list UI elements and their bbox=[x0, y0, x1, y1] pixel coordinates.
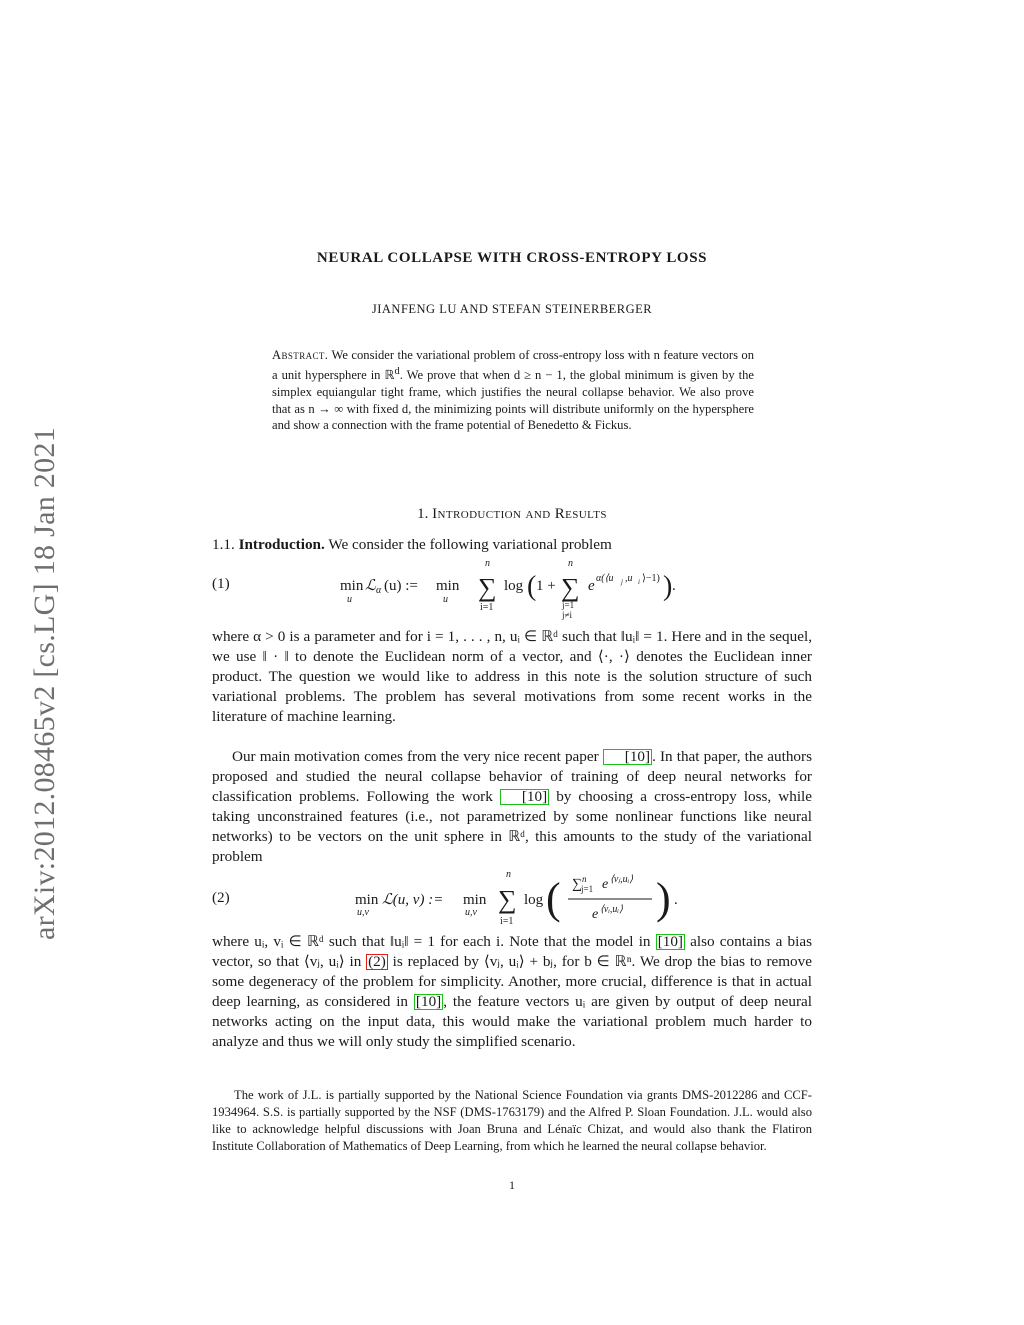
eq1-lparen: ( bbox=[527, 571, 537, 602]
subsection-intro bbox=[212, 535, 812, 555]
eq1-log: log bbox=[504, 578, 524, 594]
paragraph-3-text-2: also contains a bias vector, so that ⟨vⱼ, uᵢ⟩ in bbox=[212, 933, 812, 970]
eq1-min2: min bbox=[436, 578, 460, 594]
arxiv-side-stamp: arXiv:2012.08465v2 [cs.LG] 18 Jan 2021 bbox=[28, 427, 61, 940]
citation-10-link[interactable]: [10] bbox=[415, 993, 442, 1010]
eq1-lhs-sub: α bbox=[376, 585, 382, 596]
eq2-num-sum-sub: j=1 bbox=[581, 884, 594, 894]
eq2-min2-sub: u,v bbox=[465, 907, 477, 918]
equation-2-formula bbox=[322, 864, 762, 930]
eq2-lhs: ℒ(u, v) := bbox=[382, 892, 444, 908]
eq2-end: . bbox=[674, 892, 678, 908]
eq2-den-exp: e bbox=[592, 907, 599, 922]
abstract-text-1: We consider the variational problem of cross-entropy loss with n feature vectors on a unit hypersphere in ℝ bbox=[272, 348, 754, 382]
subsection-number: 1.1. bbox=[212, 536, 235, 553]
citation-10-link[interactable]: [10] bbox=[603, 749, 652, 765]
eq1-inner-bottom-2: j≠i bbox=[562, 610, 572, 620]
eq1-inner-sum-sign: ∑ bbox=[561, 573, 580, 602]
section-title: Introduction and Results bbox=[432, 506, 607, 522]
eq1-exp-base: e bbox=[588, 578, 595, 594]
eq1-one-plus: 1 + bbox=[536, 578, 556, 594]
paragraph-3 bbox=[212, 932, 812, 1052]
eq2-num-sum: ∑ bbox=[572, 877, 582, 892]
eq2-sum-top: n bbox=[506, 869, 511, 880]
eq2-min-sub: u,v bbox=[357, 907, 369, 918]
eq2-sum-sign: ∑ bbox=[498, 885, 517, 914]
equation-1-number: (1) bbox=[212, 575, 230, 592]
eq1-exp-sub-j: j bbox=[621, 578, 623, 586]
eq1-lhs: ℒ bbox=[365, 578, 376, 594]
paragraph-3-text-4: , the feature vectors uᵢ are given by output of deep neural networks acting on the input data, this would make the variational problem much harder to analyze and thus we will only study the simplified scenario. bbox=[212, 993, 812, 1050]
eq1-min-sub: u bbox=[347, 594, 352, 605]
paper-authors: JIANFENG LU AND STEFAN STEINERBERGER bbox=[371, 302, 653, 316]
eq1-sum-top: n bbox=[485, 558, 490, 569]
citation-10-link[interactable]: [10] bbox=[657, 933, 683, 950]
eq1-sum-sign: ∑ bbox=[478, 573, 497, 602]
eq2-log: log bbox=[524, 892, 544, 908]
abstract-text-2: . We prove that when d ≥ n − 1, the global minimum is given by the simplex equiangular tight frame, which justifies the neural collapse behavior. We also prove that as n → ∞ with fixed d, the minimizing points will distribute uniformly on the hypersphere and show a connection with the frame potential of Benedetto & Fickus. bbox=[272, 367, 754, 433]
paragraph-1: where α > 0 is a parameter and for i = 1, . . . , n, uᵢ ∈ ℝᵈ such that ‖uᵢ‖ = 1. Here and in the sequel, we use ‖ · ‖ to denote the Euclidean norm of a vector, and ⟨·, ·⟩ denotes the Euclidean inner product. The question we would like to address in this note is the solution structure of such variational problems. The problem has several motivations from some recent works in the literature of machine learning. bbox=[212, 628, 812, 725]
eq1-sum-bottom: i=1 bbox=[480, 602, 494, 613]
funding-footnote: The work of J.L. is partially supported by the National Science Foundation via grants DMS-2012286 and CCF-1934964. S.S. is partially supported by the NSF (DMS-1763179) and the Alfred P. Sloan Foundation. J.L. would also like to acknowledge helpful discussions with Joan Bruna and Lénaïc Chizat, and would also thank the Flatiron Institute Collaboration of Mathematics of Deep Learning, from which he learned the neural collapse behavior. bbox=[212, 1088, 812, 1153]
eq1-exp-mid: ,u bbox=[625, 573, 633, 584]
paragraph-2-text-2: . In that paper, the authors proposed and studied the neural collapse behavior of training of deep neural networks for classification problems. Following the work bbox=[212, 748, 812, 805]
paragraph-3-text-3: is replaced by ⟨vⱼ, uᵢ⟩ + bⱼ, for b ∈ ℝⁿ. We drop the bias to remove some degeneracy of the problem for simplicity. Another, more crucial, difference is that in actual deep learning, as considered in bbox=[212, 953, 812, 1010]
eq2-num-exp-sup: ⟨vⱼ,uᵢ⟩ bbox=[610, 874, 634, 885]
abstract bbox=[272, 347, 754, 434]
eq1-exp-sub-i: i bbox=[638, 578, 640, 586]
subsection-lead: We consider the following variational problem bbox=[328, 536, 612, 553]
eq2-lparen: ( bbox=[546, 874, 561, 923]
eq2-num-sum-top: n bbox=[582, 874, 587, 884]
eq1-lhs-arg: (u) := bbox=[384, 578, 418, 594]
paragraph-2 bbox=[212, 747, 812, 867]
citation-10-link[interactable]: [10] bbox=[500, 789, 549, 805]
eq1-inner-bottom-1: j=1 bbox=[562, 600, 575, 610]
eq1-inner-top: n bbox=[568, 558, 573, 569]
eq2-num-exp: e bbox=[602, 877, 609, 892]
page-number: 1 bbox=[509, 1178, 515, 1192]
section-number: 1. bbox=[417, 506, 429, 522]
equation-2 bbox=[212, 864, 812, 927]
paper-title: NEURAL COLLAPSE WITH CROSS-ENTROPY LOSS bbox=[316, 250, 708, 266]
eq1-rparen: ) bbox=[663, 571, 673, 602]
equation-1 bbox=[212, 556, 812, 620]
eq2-den-exp-sup: ⟨vᵢ,uᵢ⟩ bbox=[600, 904, 623, 915]
eq2-sum-bottom: i=1 bbox=[500, 916, 514, 927]
eq1-min2-sub: u bbox=[443, 594, 448, 605]
eq1-end: . bbox=[672, 578, 676, 594]
paragraph-3-text-1: where uᵢ, vᵢ ∈ ℝᵈ such that ‖uᵢ‖ = 1 for each i. Note that the model in bbox=[212, 933, 656, 950]
section-heading bbox=[150, 506, 874, 523]
eq2-min: min bbox=[355, 892, 379, 908]
subsection-title: Introduction. bbox=[238, 536, 325, 553]
eq1-exponent: α(⟨u bbox=[596, 573, 614, 584]
equation-2-ref-link[interactable]: (2) bbox=[368, 953, 386, 970]
eq1-min: min bbox=[340, 578, 364, 594]
abstract-label: Abstract. bbox=[272, 348, 329, 362]
equation-1-formula bbox=[322, 556, 742, 620]
equation-2-number: (2) bbox=[212, 889, 230, 906]
paragraph-2-text-1: Our main motivation comes from the very nice recent paper bbox=[232, 748, 603, 765]
paragraph-2-text-3: by choosing a cross-entropy loss, while taking unconstrained features (i.e., not parametrized by some nonlinear functions like neural networks) to be vectors on the unit sphere in ℝᵈ, this amounts to the study of the variational problem bbox=[212, 788, 812, 865]
eq2-rparen: ) bbox=[656, 874, 671, 923]
eq2-min2: min bbox=[463, 892, 487, 908]
abstract-sup-d: d bbox=[394, 365, 400, 377]
eq1-exp-tail: ⟩−1) bbox=[642, 573, 660, 584]
